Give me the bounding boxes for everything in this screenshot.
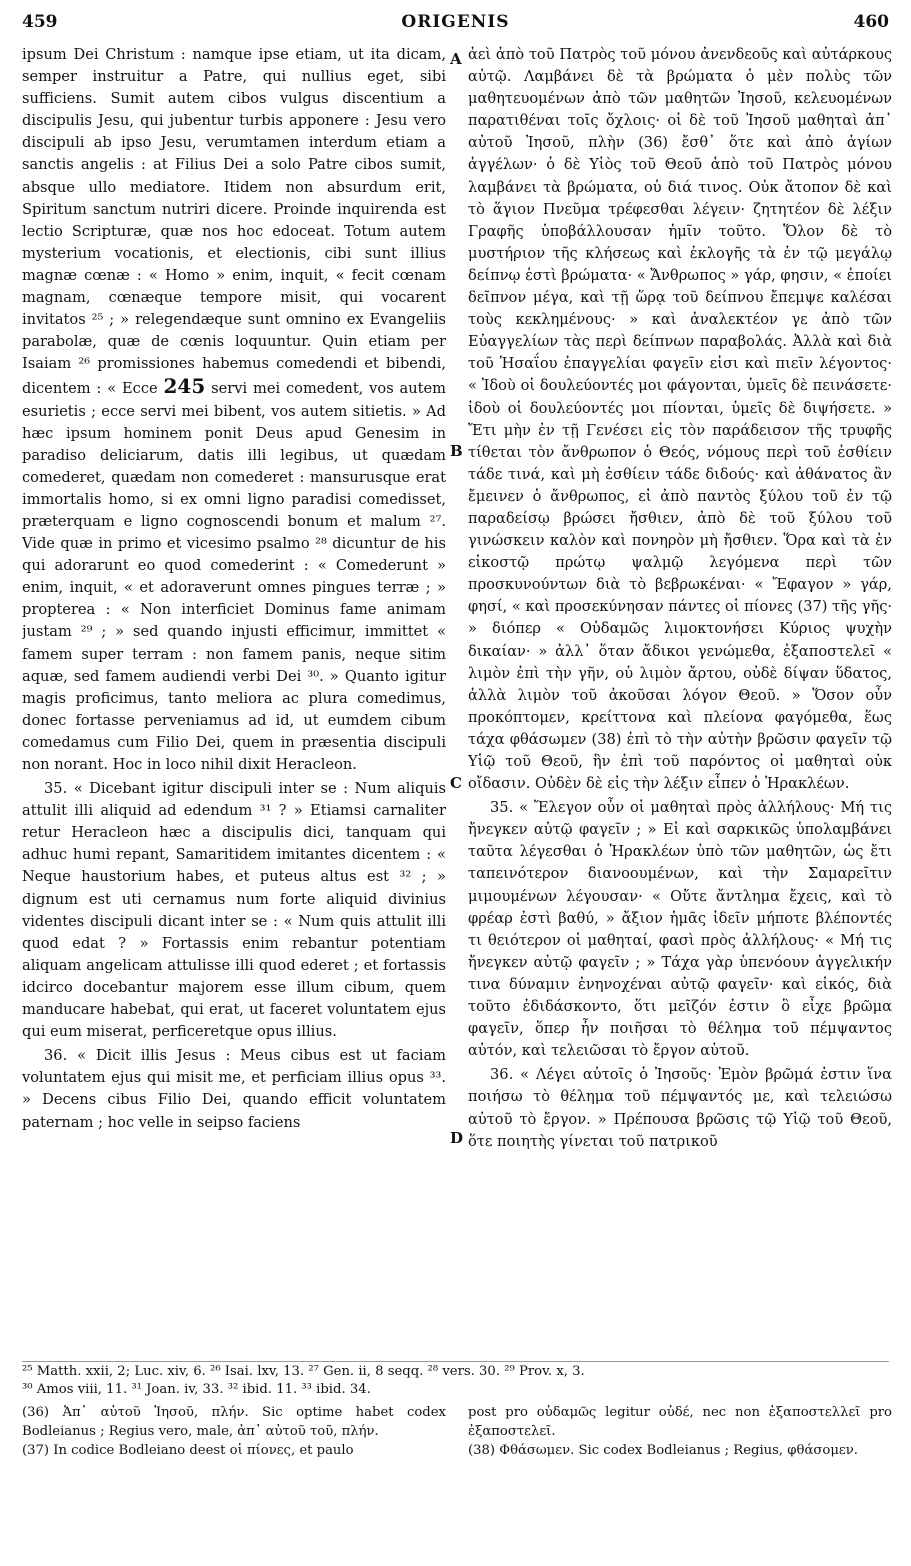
page-number-right: 460 (853, 12, 889, 32)
latin-paragraph (22, 44, 446, 776)
notes-left (22, 1404, 446, 1462)
margin-letter-d: D (450, 1129, 464, 1147)
page-number-left: 459 (22, 12, 58, 32)
scripture-references (22, 1363, 890, 1399)
latin-paragraph-35: 35. « Dicebant igitur discipuli inter se : Num aliquis attulit illi aliquid ad edendum ³¹ ? » Etiamsi carnaliter retur Heracleon hæc a discipulis dici, tanquam qui adhuc humi repant, Samaritidem imitantes dicentem : « Neque haustorium habes, et puteus altus est ³² ; » dignum est uti cernamus num forte aliquid divinius videntes discipuli dicant inter se : « Num quis attulit illi quod edat ? » Fortassis enim rebantur potentiam aliquam angelicam attulisse illi quod ederet ; et fortassis idcirco docebantur majorem esse illum cibum, quem manducare habebat, qui erat, ut faceret voluntatem ejus qui eum miserat, perficeretque opus illius. (22, 780, 446, 1041)
note-37: (37) In codice Bodleiano deest οἱ πίονες, et paulo (22, 1443, 354, 1458)
running-title: ORIGENIS (401, 12, 510, 32)
inline-page-number: 245 (163, 374, 206, 399)
reference-line: ³⁰ Amos viii, 11. ³¹ Joan. iv, 33. ³² ibid. 11. ³³ ibid. 34. (22, 1382, 371, 1397)
greek-paragraph-36: 36. « Λέγει αὐτοῖς ὁ Ἰησοῦς· Ἐμὸν βρῶμά ἐστιν ἵνα ποιήσω τὸ θέλημα τοῦ πέμψαντός με, καὶ τελειώσω αὐτοῦ τὸ ἔργον. » Πρέπουσα βρῶσις τῷ Υἱῷ τοῦ Θεοῦ, ὅτε ποιητὴς γίνεται τοῦ πατρικοῦ (468, 1066, 892, 1150)
running-header (22, 12, 889, 36)
notes-right (468, 1404, 892, 1462)
note-38: (38) Φθάσωμεν. Sic codex Bodleianus ; Regius, φθάσομεν. (468, 1443, 858, 1458)
greek-paragraph-35: 35. « Ἔλεγον οὖν οἱ μαθηταὶ πρὸς ἀλλήλους· Μή τις ἤνεγκεν αὐτῷ φαγεῖν ; » Εἰ καὶ σαρκικῶς ὑπολαμβάνει ταῦτα λέγεσθαι ὁ Ἡρακλέων ὑπὸ τῶν μαθητῶν, ὡς ἔτι ταπεινότερον διανοουμένων, καὶ τὴν Σαμαρεῖτιν μιμουμένων λέγουσαν· « Οὔτε ἄντλημα ἔχεις, καὶ τὸ φρέαρ ἐστὶ βαθύ, » ἄξιον ἡμᾶς ἰδεῖν μήποτε βλέποντές τι θειότερον οἱ μαθηταί, φασὶ πρὸς ἀλλήλους· « Μή τις ἤνεγκεν αὐτῷ φαγεῖν ; » Τάχα γὰρ ὑπενόουν ἀγγελικήν τινα δύναμιν ἐνηνοχέναι αὐτῷ φαγεῖν· καὶ εἰκός, διὰ τοῦτο ἐδιδάσκοντο, ὅτι μεῖζόν ἐστιν ὃ εἶχε βρῶμα φαγεῖν, ὅπερ ἦν ποιῆσαι τὸ θέλημα τοῦ πέμψαντος αὐτόν, καὶ τελειῶσαι τὸ ἔργον αὐτοῦ. (468, 799, 892, 1060)
reference-line: ²⁵ Matth. xxii, 2; Luc. xiv, 6. ²⁶ Isai. lxv, 13. ²⁷ Gen. ii, 8 seqq. ²⁸ vers. 30. ²⁹ Prov. x, 3. (22, 1364, 585, 1379)
note-37-continued: post pro οὐδαμῶς legitur οὐδέ, nec non ἐξαποστελλεῖ pro ἐξαποστελεῖ. (468, 1405, 892, 1439)
margin-letter-b: B (450, 442, 463, 460)
greek-column (468, 44, 892, 1354)
latin-text: servi mei comedent, vos autem esurietis ; ecce servi mei bibent, vos autem sitietis. » Ad hæc ipsum hominem ponit Deus apud Genesim in paradiso deliciarum, datis illi legibus, ut quædam comederet, quædam non comederet : mansurusque erat immortalis homo, si ex omni ligno paradisi comedisset, præterquam e ligno cognoscendi bonum et malum ²⁷. Vide quæ in primo et vicesimo psalmo ²⁸ dicuntur de his qui adorarunt eo quod comederint : « Comederunt » enim, inquit, « et adoraverunt omnes pingues terræ ; » propterea : « Non interficiet Dominus fame animam justam ²⁹ ; » sed quando injusti efficimur, immittet « famem super terram : non famem panis, neque sitim aquæ, sed famem audiendi verbi Dei ³⁰. » Quanto igitur magis proficimus, tanto meliora ac plura comedimus, donec fortasse perveniamus ad id, ut eumdem cibum comedamus cum Filio Dei, quem in præsentia discipuli non norant. Hoc in loco nihil dixit Heracleon. (22, 380, 446, 773)
margin-letter-a: A (450, 50, 462, 68)
latin-paragraph-36: 36. « Dicit illis Jesus : Meus cibus est ut faciam voluntatem ejus qui misit me, et perficiam illius opus ³³. » Decens cibus Filio Dei, quando efficit voluntatem paternam ; hoc velle in seipso faciens (22, 1047, 446, 1131)
footnote-rule (22, 1361, 889, 1362)
greek-paragraph: ἀεὶ ἀπὸ τοῦ Πατρὸς τοῦ μόνου ἀνενδεοῦς καὶ αὐτάρκους αὐτῷ. Λαμβάνει δὲ τὰ βρώματα ὁ μὲν πολὺς τῶν μαθητευομένων ἀπὸ τῶν μαθητῶν Ἰησοῦ, κελευομένων παρατιθέναι τοῖς ὄχλοις· οἱ δὲ τοῦ Ἰησοῦ μαθηταὶ ἀπ᾽ αὐτοῦ Ἰησοῦ, πλὴν (36) ἔσθ᾽ ὅτε καὶ ἀπὸ ἁγίων ἀγγέλων· ὁ δὲ Υἱὸς τοῦ Θεοῦ ἀπὸ τοῦ Πατρὸς μόνου λαμβάνει τὰ βρώματα, οὐ διά τινος. Οὐκ ἄτοπον δὲ καὶ τὸ ἅγιον Πνεῦμα τρέφεσθαι λέγειν· ζητητέον δὲ λέξιν Γραφῆς ὑποβάλλουσαν ἡμῖν τοῦτο. Ὅλον δὲ τὸ μυστήριον τῆς κλήσεως καὶ ἐκλογῆς τὰ ἐν τῷ μεγάλῳ δείπνῳ ἐστὶ βρώματα· « Ἄνθρωπος » γάρ, φησιν, « ἐποίει δεῖπνον μέγα, καὶ τῇ ὥρᾳ τοῦ δείπνου ἔπεμψε καλέσαι τοὺς κεκλημένους· » καὶ ἀναλεκτέον γε ἀπὸ τῶν Εὐαγγελίων τὰς περὶ δείπνων παραβολάς. Ἀλλὰ καὶ διὰ τοῦ Ἡσαΐου ἐπαγγελίαι φαγεῖν εἰσι καὶ πιεῖν λέγοντος· « Ἰδοὺ οἱ δουλεύοντές μοι φάγονται, ὑμεῖς δὲ πεινάσετε· ἰδοὺ οἱ δουλεύοντές μοι πίονται, ὑμεῖς δὲ διψήσετε. » Ἔτι μὴν ἐν τῇ Γενέσει εἰς τὸν παράδεισον τῆς τρυφῆς τίθεται τὸν ἄνθρωπον ὁ Θεός, νόμους περὶ τοῦ ἐσθίειν τάδε τινά, καὶ μὴ ἐσθίειν τάδε διδούς· καὶ ἀθάνατος ἂν ἔμεινεν ὁ ἄνθρωπος, εἰ ἀπὸ παντὸς ξύλου τοῦ ἐν τῷ παραδείσῳ βρώσει ἤσθιεν, ἀπὸ δὲ τοῦ ξύλου τοῦ γινώσκειν καλὸν καὶ πονηρὸν μὴ ἤσθιεν. Ὅρα καὶ τὰ ἐν εἰκοστῷ πρώτῳ ψαλμῷ λεγόμενα περὶ τῶν προσκυνούντων διὰ τὸ βεβρωκέναι· « Ἔφαγον » γάρ, φησί, « καὶ προσεκύνησαν πάντες οἱ πίονες (37) τῆς γῆς· » διόπερ « Οὐδαμῶς λιμοκτονήσει Κύριος ψυχὴν δικαίαν· » ἀλλ᾽ ὅταν ἄδικοι γενώμεθα, ἐξαποστελεῖ « λιμὸν ἐπὶ τὴν γῆν, οὐ λιμὸν ἄρτου, οὐδὲ δίψαν ὕδατος, ἀλλὰ λιμὸν τοῦ ἀκοῦσαι λόγον Θεοῦ. » Ὅσον οὖν προκόπτομεν, κρείττονα καὶ πλείονα φαγόμεθα, ἕως τάχα φθάσωμεν (38) ἐπὶ τὸ τὴν αὐτὴν βρῶσιν φαγεῖν τῷ Υἱῷ τοῦ Θεοῦ, ἣν ἐπὶ τοῦ παρόντος οἱ μαθηταὶ οὐκ οἴδασιν. Οὐδὲν δὲ εἰς τὴν λέξιν εἶπεν ὁ Ἡρακλέων. (468, 46, 892, 793)
latin-column (22, 44, 446, 1354)
margin-letter-c: C (450, 774, 462, 792)
note-36: (36) Ἀπ᾽ αὐτοῦ Ἰησοῦ, πλήν. Sic optime habet codex Bodleianus ; Regius vero, male, ἀπ᾽ αὐτοῦ τοῦ, πλήν. (22, 1405, 446, 1439)
latin-text: ipsum Dei Christum : namque ipse etiam, ut ita dicam, semper instruitur a Patre, qui nullius eget, sibi sufficiens. Sumit autem cibos vulgus discentium a discipulis Jesu, qui jubentur turbis apponere : Jesu vero discipuli ab ipso Jesu, verumtamen interdum etiam a sanctis angelis : at Filius Dei a solo Patre cibos sumit, absque ullo mediatore. Itidem non absurdum erit, Spiritum sanctum nutriri dicere. Proinde inquirenda est lectio Scripturæ, quæ nos hoc edoceat. Totum autem mysterium vocationis, et electionis, cibi sunt illius magnæ cœnæ : « Homo » enim, inquit, « fecit cœnam magnam, cœnæque tempore misit, qui vocarent invitatos ²⁵ ; » relegendæque sunt omnino ex Evangeliis parabolæ, quæ de cœnis loquuntur. Quin etiam per Isaiam ²⁶ promissiones habemus comedendi et bibendi, dicentem : « Ecce (22, 46, 446, 398)
